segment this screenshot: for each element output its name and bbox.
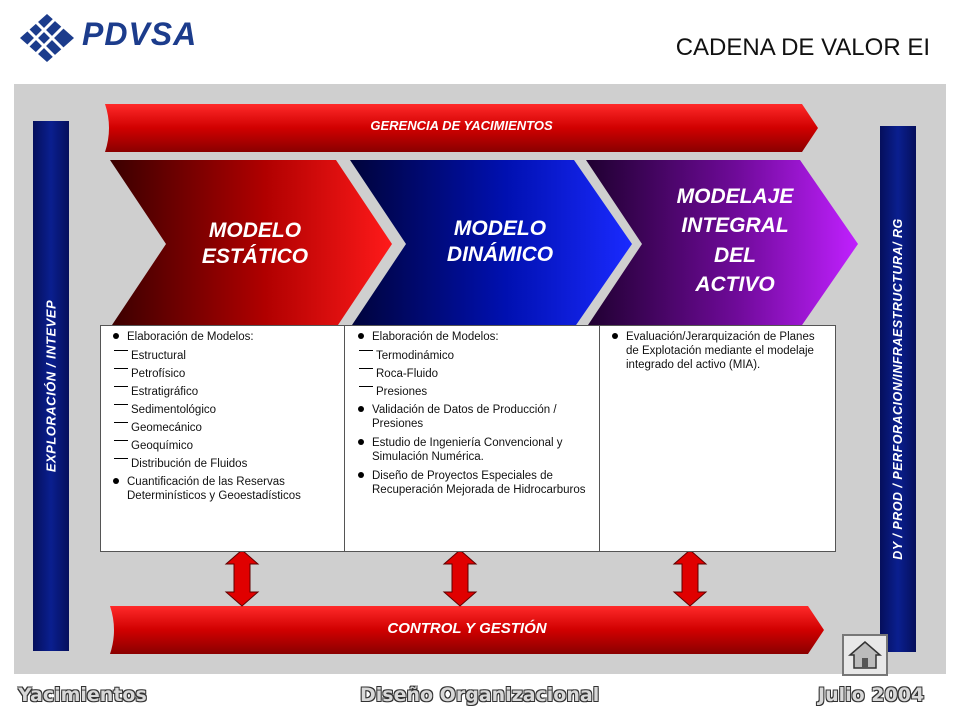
list-subitem: Geoquímico xyxy=(113,439,341,453)
pdvsa-logo-text: PDVSA xyxy=(82,16,198,52)
list-item: Elaboración de Modelos: xyxy=(113,330,341,344)
list-subitem: Estratigráfico xyxy=(113,385,341,399)
list-subitem: Distribución de Fluidos xyxy=(113,457,341,471)
double-arrow-icon xyxy=(444,550,476,606)
list-subitem: Termodinámico xyxy=(358,349,598,363)
double-arrow-icon xyxy=(674,550,706,606)
left-side-label: EXPLORACIÓN / INTEVEP xyxy=(43,299,59,473)
list-subitem: Roca-Fluido xyxy=(358,367,598,381)
home-icon xyxy=(844,636,886,674)
chevron-label-modelaje-integral: MODELAJE INTEGRAL DEL ACTIVO xyxy=(676,185,794,297)
list-subitem: Geomecánico xyxy=(113,421,341,435)
slide-title: CADENA DE VALOR EI xyxy=(675,34,930,61)
footer-right: Julio 2004 xyxy=(818,684,925,706)
home-button[interactable] xyxy=(842,634,888,676)
column-dinamico xyxy=(358,330,598,502)
list-subitem: Petrofísico xyxy=(113,367,341,381)
chevron-label-modelo-estatico: MODELO ESTÁTICO xyxy=(201,219,309,269)
list-subitem: Presiones xyxy=(358,385,598,399)
chevron-label-modelo-dinamico: MODELO DINÁMICO xyxy=(446,217,554,267)
right-side-label: DY / PROD / PERFORACION/INFRAESTRUCTURA/ RG xyxy=(891,218,905,560)
top-banner-label: GERENCIA DE YACIMIENTOS xyxy=(370,118,553,133)
list-item: Validación de Datos de Producción / Presiones xyxy=(358,403,598,431)
list-item: Estudio de Ingeniería Convencional y Simulación Numérica. xyxy=(358,436,598,464)
list-subitem: Estructural xyxy=(113,349,341,363)
bottom-banner-label: CONTROL Y GESTIÓN xyxy=(387,620,547,637)
list-subitem: Sedimentológico xyxy=(113,403,341,417)
column-modelaje xyxy=(612,330,828,377)
list-item: Diseño de Proyectos Especiales de Recuperación Mejorada de Hidrocarburos xyxy=(358,469,598,497)
footer-left: Yacimientos xyxy=(18,684,147,706)
column-estatico xyxy=(113,330,341,508)
footer-center: Diseño Organizacional xyxy=(360,684,600,706)
list-item: Cuantificación de las Reservas Determinísticos y Geoestadísticos xyxy=(113,475,341,503)
list-item: Elaboración de Modelos: xyxy=(358,330,598,344)
list-item: Evaluación/Jerarquización de Planes de Explotación mediante el modelaje integrado del activo (MIA). xyxy=(612,330,828,372)
double-arrow-icon xyxy=(226,550,258,606)
